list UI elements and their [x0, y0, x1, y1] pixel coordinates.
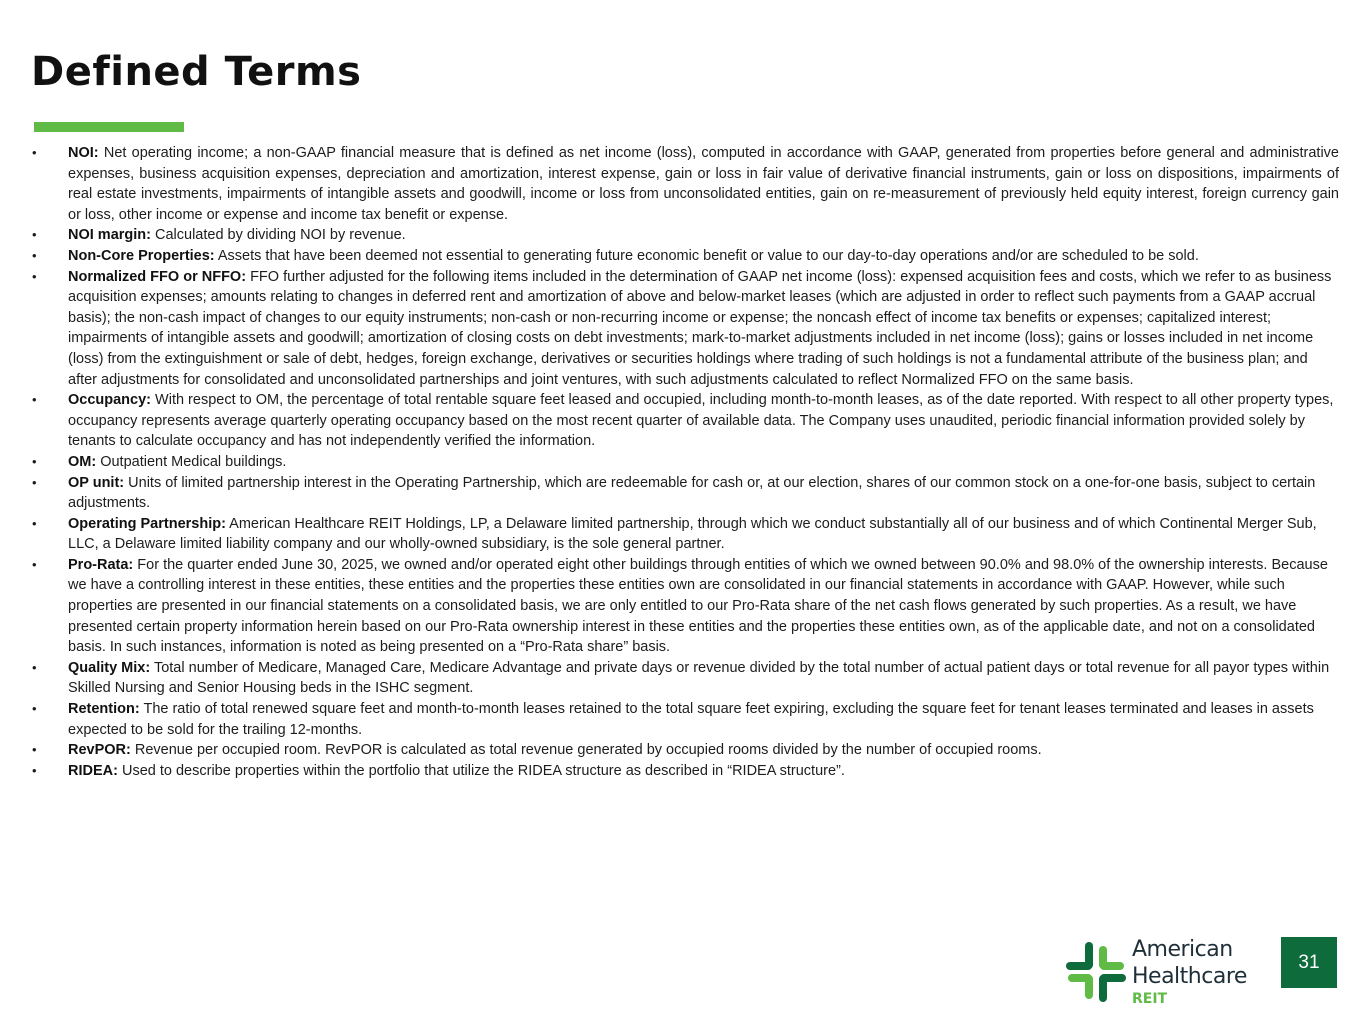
term-label: OP unit: [68, 474, 125, 491]
term-label: Normalized FFO or NFFO: [68, 268, 247, 285]
term-definition: Outpatient Medical buildings. [100, 453, 287, 470]
bullet-icon: • [32, 515, 37, 531]
term-item-ridea [28, 761, 1339, 782]
term-definition: Units of limited partnership interest in the Operating Partnership, which are redeemable for cash or, at our election, shares of our common stock on a one-for-one basis, subject to certain adjustments. [68, 474, 1316, 512]
term-item-quality-mix [28, 658, 1339, 699]
term-label: Retention: [68, 701, 140, 718]
logo-line-american: American [1132, 937, 1233, 962]
term-label: Operating Partnership: [68, 515, 226, 532]
term-definition: Revenue per occupied room. RevPOR is calculated as total revenue generated by occupied rooms divided by the number of occupied rooms. [134, 742, 1042, 759]
term-definition: For the quarter ended June 30, 2025, we owned and/or operated eight other buildings through entities of which we owned between 90.0% and 98.0% of the ownership interests. Because we have a controlling interest in these entities, these entities and the properties these entities own are consolidated in our financial statements in accordance with GAAP. However, while such properties are presented in our financial statements on a consolidated basis, we are only entitled to our Pro-Rata share of the net cash flows generated by such properties. As a result, we have presented certain property information herein based on our Pro-Rata ownership interest in these entities and the properties these entities own, as of the applicable date, and not on a consolidated basis. In such instances, information is noted as being presented on a “Pro-Rata share” basis. [68, 556, 1328, 656]
term-item-operating-partnership [28, 514, 1339, 555]
term-label: Pro-Rata: [68, 556, 134, 573]
term-label: OM: [68, 453, 97, 470]
logo-wordmark [1132, 936, 1247, 1008]
term-label: Quality Mix: [68, 659, 151, 676]
term-item-non-core-properties [28, 246, 1339, 267]
term-item-occupancy [28, 390, 1339, 452]
title-accent-rule [34, 122, 184, 132]
term-definition: Total number of Medicare, Managed Care, Medicare Advantage and private days or revenue divided by the total number of actual patient days or total revenue for all payor types within Skilled Nursing and Senior Housing beds in the ISHC segment. [68, 659, 1330, 697]
bullet-icon: • [32, 392, 37, 408]
defined-terms-list [28, 143, 1339, 781]
term-item-om [28, 452, 1339, 473]
bullet-icon: • [32, 268, 37, 284]
term-definition: Used to describe properties within the portfolio that utilize the RIDEA structure as described in “RIDEA structure”. [121, 762, 845, 779]
bullet-icon: • [32, 762, 37, 778]
healthcare-cross-icon [1066, 942, 1126, 1002]
term-definition: Net operating income; a non-GAAP financial measure that is defined as net income (loss), computed in accordance with GAAP, generated from properties before general and administrative expenses, business acquisition expenses, depreciation and amortization, interest expense, gain or loss in fair value of derivative financial instruments, gain or loss on dispositions, impairments of real estate investments, impairments of intangible assets and goodwill, income or loss from unconsolidated entities, gain on re-measurement of previously held equity interest, foreign currency gain or loss, other income or expense and income tax benefit or expense. [68, 145, 1339, 223]
bullet-icon: • [32, 474, 37, 490]
term-label: NOI margin: [68, 227, 151, 244]
term-label: RevPOR: [68, 742, 131, 759]
bullet-icon: • [32, 227, 37, 243]
bullet-icon: • [32, 247, 37, 263]
term-definition: Calculated by dividing NOI by revenue. [155, 227, 406, 244]
term-item-normalized-ffo [28, 267, 1339, 391]
term-item-retention [28, 699, 1339, 740]
page-title: Defined Terms [31, 49, 362, 95]
term-item-revpor [28, 740, 1339, 761]
term-definition: American Healthcare REIT Holdings, LP, a Delaware limited partnership, through which we conduct substantially all of our business and of which Continental Merger Sub, LLC, a Delaware limited liability company and our wholly-owned subsidiary, is the sole general partner. [68, 515, 1317, 553]
term-definition: Assets that have been deemed not essential to generating future economic benefit or value to our day-to-day operations and/or are scheduled to be sold. [217, 247, 1199, 264]
term-item-noi [28, 143, 1339, 225]
logo-line-healthcare: Healthcare [1132, 964, 1247, 989]
term-label: Non-Core Properties: [68, 247, 215, 264]
logo-line-reit: REIT [1132, 991, 1168, 1007]
company-logo [1066, 936, 1266, 1012]
bullet-icon: • [32, 145, 37, 160]
term-label: NOI: [68, 145, 99, 161]
term-item-op-unit [28, 473, 1339, 514]
term-definition: With respect to OM, the percentage of total rentable square feet leased and occupied, including month-to-month leases, as of the date reported. With respect to all other property types, occupancy represents average quarterly operating occupancy based on the most recent quarter of available data. The Company uses unaudited, periodic financial information provided solely by tenants to calculate occupancy and has not independently verified the information. [68, 392, 1334, 450]
bullet-icon: • [32, 742, 37, 758]
bullet-icon: • [32, 659, 37, 675]
page-number-badge: 31 [1281, 937, 1337, 988]
term-item-pro-rata [28, 555, 1339, 658]
term-definition: The ratio of total renewed square feet and month-to-month leases retained to the total square feet expiring, excluding the square feet for tenant leases terminated and leases in assets expected to be sold for the trailing 12-months. [68, 701, 1314, 738]
term-label: RIDEA: [68, 762, 118, 779]
term-definition: FFO further adjusted for the following items included in the determination of GAAP net income (loss): expensed acquisition fees and costs, which we refer to as business acquisition expenses; amounts relating to changes in deferred rent and amortization of above and below-market leases (which are adjusted in order to reflect such payments from a GAAP accrual basis); the non-cash impact of changes to our equity instruments; non-cash or non-recurring income or expense; the noncash effect of income tax benefits or expenses; capitalized interest; impairments of intangible assets and goodwill; amortization of closing costs on debt investments; mark-to-market adjustments included in net income (loss); gains or losses included in net income (loss) from the extinguishment or sale of debt, hedges, foreign exchange, derivatives or securities holdings where trading of such holdings is not a fundamental attribute of the business plan; and after adjustments for consolidated and unconsolidated partnerships and joint ventures, with such adjustments calculated to reflect Normalized FFO on the same basis. [68, 268, 1332, 388]
term-label: Occupancy: [68, 392, 151, 409]
term-item-noi-margin [28, 225, 1339, 246]
bullet-icon: • [32, 701, 37, 717]
bullet-icon: • [32, 453, 37, 469]
bullet-icon: • [32, 556, 37, 572]
